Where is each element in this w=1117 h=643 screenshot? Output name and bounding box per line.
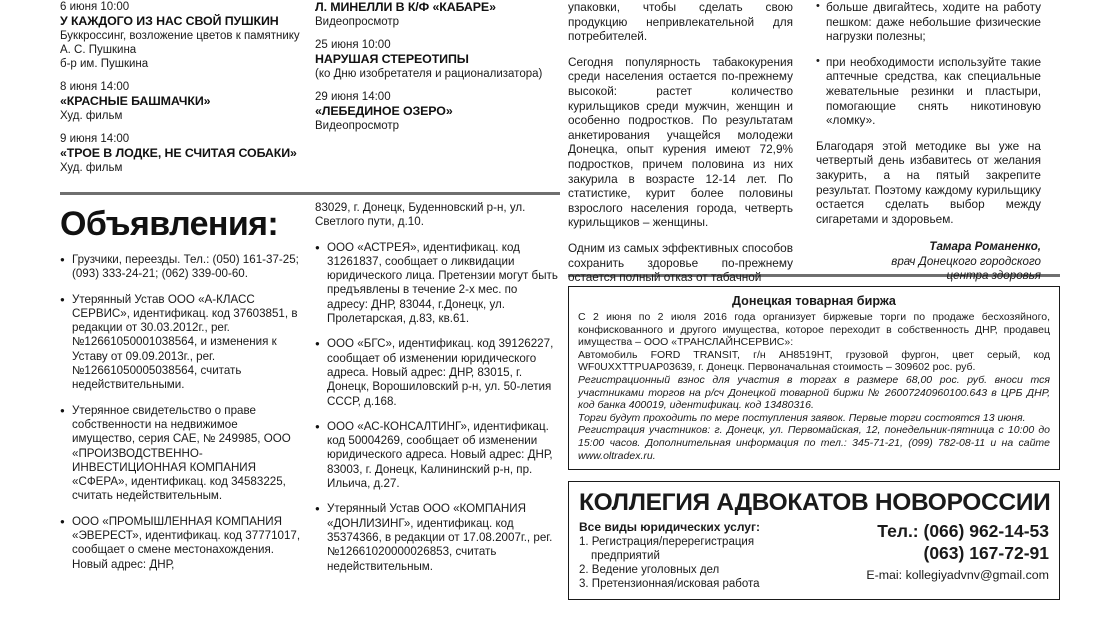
event-subtitle: Видеопросмотр (315, 120, 400, 132)
section-divider (60, 192, 560, 195)
law-service-text: Ведение уголовных дел (591, 564, 720, 577)
event-title: У КАЖДОГО ИЗ НАС СВОЙ ПУШКИН (60, 14, 279, 28)
events-column-left (60, 0, 300, 184)
event-item (60, 0, 300, 71)
event-item (315, 90, 555, 133)
announcement-text: ● ООО «АС-КОНСАЛТИНГ», идентификац. код 50004269, сообщает об изменении юридического адреса. Новый адрес: ДНР, 83003, г. Донецк, Калининский р-н, пр. Ильича, д.27. (327, 419, 553, 491)
announcement-item (315, 420, 558, 491)
event-date: 25 июня 10:00 (315, 39, 391, 51)
announcement-item (60, 253, 303, 282)
article-paragraph: Одним из самых эффективных способов сохранить здоровье по-прежнему остается полный отказ от табачной (568, 240, 793, 285)
announcement-continuation (315, 201, 558, 230)
exchange-box-title: Донецкая товарная биржа (732, 294, 896, 308)
exchange-box-body (578, 311, 1050, 462)
signature-role-line-2: центра здоровья (946, 269, 1041, 283)
article-paragraph: Благодаря этой методике вы уже на четвертый день избавитесь от желания закурить, а на пятый закрепите результат. Поэтому каждому курильщику остается сделать выбор между сигаретами и здоровьем. (816, 138, 1041, 226)
signature-role-line-1: врач Донецкого городского (891, 254, 1041, 268)
announcements-column-right (315, 201, 558, 585)
announcement-text: 83029, г. Донецк, Буденновский р-н, ул. Светлого пути, д.10. (315, 201, 526, 229)
announcement-item (60, 293, 303, 393)
law-services (579, 520, 806, 591)
law-email[interactable]: E-mai: kollegiyadvnv@gmail.com (866, 568, 1049, 583)
announcement-item (315, 337, 558, 408)
article-column-left (568, 0, 793, 285)
article-column-right (816, 0, 1041, 284)
announcements-section (60, 201, 560, 573)
announcement-text: ● Утерянный Устав ООО «А-КЛАСС СЕРВИС», идентификац. код 37603851, в редакции от 30.03.2012г., рег.№12661050001038564, и изменения к Уставу от 09.09.2013г., рег.№12661050005038564, считать недействительными. (72, 292, 298, 392)
event-title: Л. МИНЕЛЛИ В К/Ф «КАБАРЕ» (315, 0, 496, 14)
law-service-item (579, 535, 806, 563)
article-paragraph: Сегодня популярность табакокурения среди населения остается по-прежнему высокой: растет количество курильщиков среди мужчин, женщин и особенно подростков. По результатам анкетирования учащейся молодежи Донецка, опыт курения имеют 72,9% подростков, причем половина из них закурила в возрасте 12-14 лет. По статистике, курит более половины взрослого населения города, четверть курильщиков – женщины. (568, 54, 793, 230)
exchange-paragraph: Регистрационный взнос для участия в торгах в размере 68,00 рос. руб. вноси тся участниками торгов на р/сч Донецкой товарной биржи № 26007240960100.643 в ЦРБ ДНР, код банка 400019, идентификац. код 13480316. (578, 373, 1050, 412)
event-subtitle: Видеопросмотр (315, 16, 400, 28)
article-signature (816, 240, 1041, 283)
exchange-paragraph: Регистрация участников: г. Донецк, ул. Первомайская, 12, понедельник-пятница с 10:00 до 15:00 часов. Дополнительная информация по тел.: 345-71-21, (099) 782-08-11 и на сайте www.oltradex.ru. (578, 424, 1050, 462)
law-phone-secondary[interactable]: (063) 167-72-91 (923, 543, 1049, 564)
law-collegium-advert (568, 481, 1060, 600)
law-contacts (806, 520, 1049, 584)
event-item (315, 38, 555, 81)
article-columns (568, 0, 1060, 285)
article-paragraph: упаковки, чтобы сделать свою продукцию непривлекательной для потребителей. (568, 0, 793, 44)
law-service-number: 3. (579, 578, 589, 591)
announcement-item (60, 404, 303, 504)
exchange-paragraph: Торги будут проходить по мере поступления заявок. Первые торги состоятся 13 июня. (578, 411, 1026, 424)
event-venue: б-р им. Пушкина (60, 58, 149, 70)
event-date: 8 июня 14:00 (60, 81, 130, 93)
law-service-number: 2. (579, 564, 589, 577)
announcements-column-left (60, 253, 303, 583)
event-date: 6 июня 10:00 (60, 1, 130, 13)
article-bullet: • при необходимости используйте такие аптечные средства, как специальные жевательные резинки и пластыри, помогающие снять никотиновую «ломку». (816, 55, 1041, 128)
events-listing (60, 0, 560, 192)
exchange-announcement-box (568, 286, 1060, 470)
exchange-paragraph: Автомобиль FORD TRANSIT, г/н АН8519НТ, грузовой фургон, цвет серый, код WF0UXXTTPUAP03639, г. Донецк. Первоначальная стоимость – 309602 рос. руб. (578, 348, 1050, 374)
announcement-item (315, 502, 558, 573)
announcement-text: ● Утерянное свидетельство о праве собственности на недвижимое имущество, серия САЕ, № 249985, ООО «ПРОИЗВОДСТВЕННО-ИНВЕСТИЦИОННАЯ КОМПАНИЯ «СФЕРА», идентификац. код 34583225, считать недействительным. (72, 403, 291, 503)
event-date: 29 июня 14:00 (315, 91, 391, 103)
announcement-text: ● ООО «БГС», идентификац. код 39126227, сообщает об изменении юридического адреса. Новый адрес: ДНР, 83015, г. Донецк, Ворошиловский р-н, ул. 50-летия СССР, д.168. (327, 337, 554, 408)
event-title: «ЛЕБЕДИНОЕ ОЗЕРО» (315, 104, 453, 118)
event-item (60, 132, 300, 175)
event-item (315, 0, 555, 29)
announcements-heading: Объявления: (60, 205, 279, 243)
announcement-text: ● ООО «АСТРЕЯ», идентификац. код 31261837, сообщает о ликвидации юридического лица. Претензии могут быть предъявлены в течение 2-х мес. по адресу: ДНР, 83044, г.Донецк, ул. Пролетарская, д.83, кв.61. (327, 240, 558, 326)
announcement-text: ● Утерянный Устав ООО «КОМПАНИЯ «ДОНЛИЗИНГ», идентификац. код 35374366, в редакции от 17.08.2007г., рег.№12661020000026853, считать недействительным. (327, 502, 553, 573)
event-title: «КРАСНЫЕ БАШМАЧКИ» (60, 94, 211, 108)
law-services-list (579, 535, 806, 591)
event-subtitle: Буккроссинг, возложение цветов к памятнику А. С. Пушкина (60, 30, 300, 56)
announcement-item (315, 241, 558, 327)
exchange-paragraph: С 2 июня по 2 июля 2016 года организует биржевые торги по продаже бесхозяйного, конфискованного и другого имущества, которое переходит в собственность ДНР, продавец имущества – ООО «ТРАНСЛАЙНСЕРВИС»: (578, 311, 1050, 349)
law-service-text: Претензионная/исковая работа (591, 578, 760, 591)
law-service-text-cont: предприятий (591, 550, 660, 563)
event-title: «ТРОЕ В ЛОДКЕ, НЕ СЧИТАЯ СОБАКИ» (60, 146, 297, 160)
announcement-text: ● ООО «ПРОМЫШЛЕННАЯ КОМПАНИЯ «ЭВЕРЕСТ», идентификац. код 37771017, сообщает о смене местонахождения. Новый адрес: ДНР, (72, 514, 301, 571)
law-collegium-title: КОЛЛЕГИЯ АДВОКАТОВ НОВОРОССИИ (579, 489, 1051, 517)
event-item (60, 80, 300, 123)
law-service-number: 1. (579, 536, 589, 549)
event-date: 9 июня 14:00 (60, 133, 130, 145)
law-service-text: Регистрация/перерегистрация (591, 536, 755, 549)
law-collegium-content (579, 520, 1049, 591)
signature-name: Тамара Романенко, (929, 240, 1041, 254)
event-subtitle: (ко Дню изобретателя и рационализатора) (315, 68, 543, 80)
event-title: НАРУШАЯ СТЕРЕОТИПЫ (315, 52, 469, 66)
event-subtitle: Худ. фильм (60, 162, 123, 174)
law-phone-primary[interactable]: Тел.: (066) 962-14-53 (877, 521, 1049, 542)
right-half (568, 0, 1060, 600)
law-service-item (579, 577, 806, 591)
events-column-right (315, 0, 555, 142)
law-service-item (579, 563, 806, 577)
law-services-heading: Все виды юридических услуг: (579, 520, 760, 535)
announcement-text: ● Грузчики, переезды. Тел.: (050) 161-37-25; (093) 333-24-21; (062) 339-00-60. (72, 253, 299, 281)
left-half (60, 0, 560, 643)
event-subtitle: Худ. фильм (60, 110, 123, 122)
article-bullet: • больше двигайтесь, ходите на работу пешком: даже небольшие физические нагрузки полезны; (816, 0, 1041, 44)
announcement-item (60, 515, 303, 572)
